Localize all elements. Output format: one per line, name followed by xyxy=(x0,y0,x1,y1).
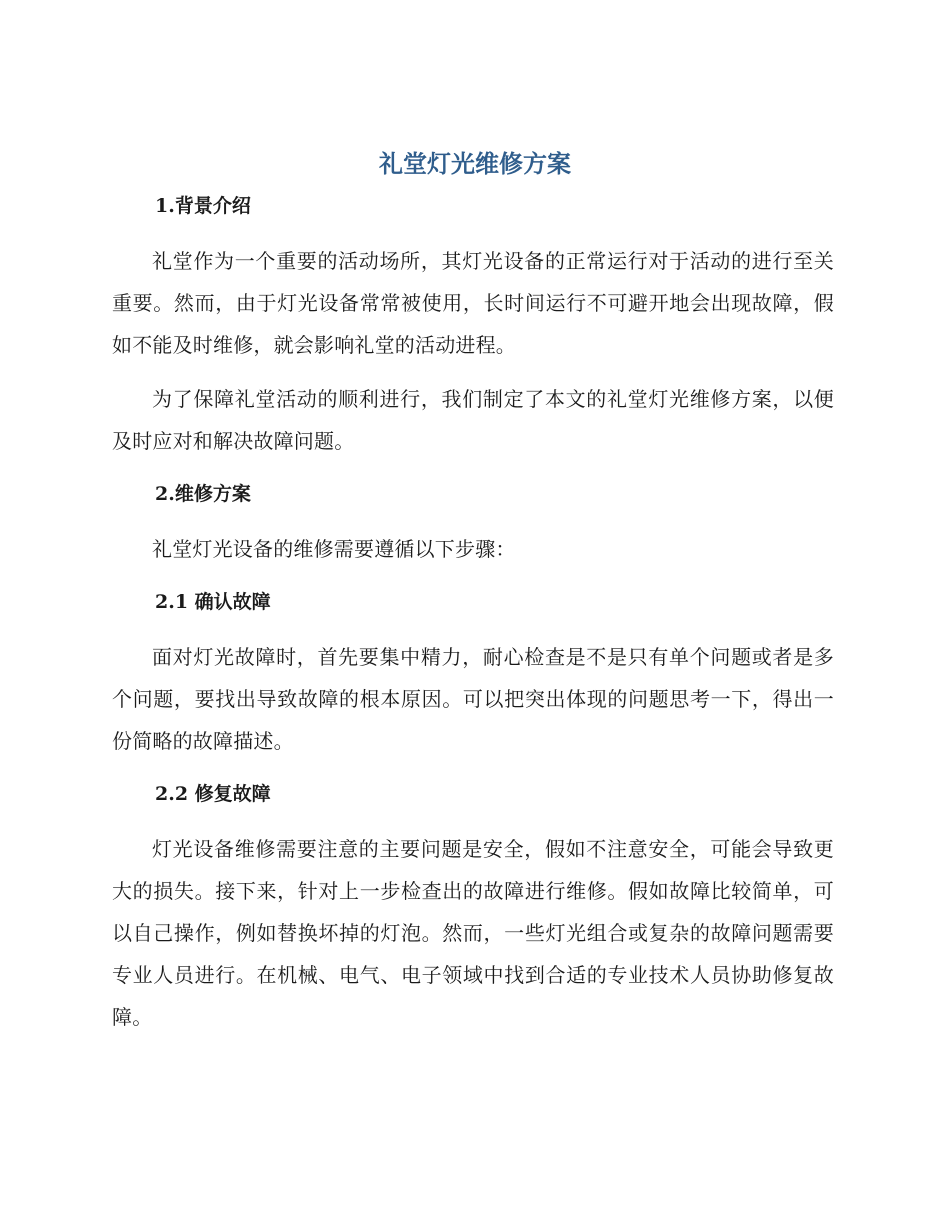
paragraph-repair-intro: 礼堂灯光设备的维修需要遵循以下步骤： xyxy=(152,537,516,561)
section-heading-repair-plan: 2.维修方案 xyxy=(155,483,251,505)
paragraph-background-2: 为了保障礼堂活动的顺利进行，我们制定了本文的礼堂灯光维修方案，以便及时应对和解决故障问题。 xyxy=(112,387,834,453)
document-body xyxy=(112,186,834,1050)
subsection-heading-fix-fault: 2.2 修复故障 xyxy=(155,783,271,805)
paragraph-fix-fault: 灯光设备维修需要注意的主要问题是安全，假如不注意安全，可能会导致更大的损失。接下来，针对上一步检查出的故障进行维修。假如故障比较简单，可以自己操作，例如替换坏掉的灯泡。然而，一些灯光组合或复杂的故障问题需要专业人员进行。在机械、电气、电子领域中找到合适的专业技术人员协助修复故障。 xyxy=(112,837,834,1029)
paragraph-confirm-fault: 面对灯光故障时，首先要集中精力，耐心检查是不是只有单个问题或者是多个问题，要找出导致故障的根本原因。可以把突出体现的问题思考一下，得出一份简略的故障描述。 xyxy=(112,645,834,753)
document-title: 礼堂灯光维修方案 xyxy=(379,150,571,178)
paragraph-background-1: 礼堂作为一个重要的活动场所，其灯光设备的正常运行对于活动的进行至关重要。然而，由于灯光设备常常被使用，长时间运行不可避开地会出现故障，假如不能及时维修，就会影响礼堂的活动进程。 xyxy=(112,249,834,357)
subsection-heading-confirm-fault: 2.1 确认故障 xyxy=(155,591,271,613)
section-heading-background: 1.背景介绍 xyxy=(155,195,251,217)
